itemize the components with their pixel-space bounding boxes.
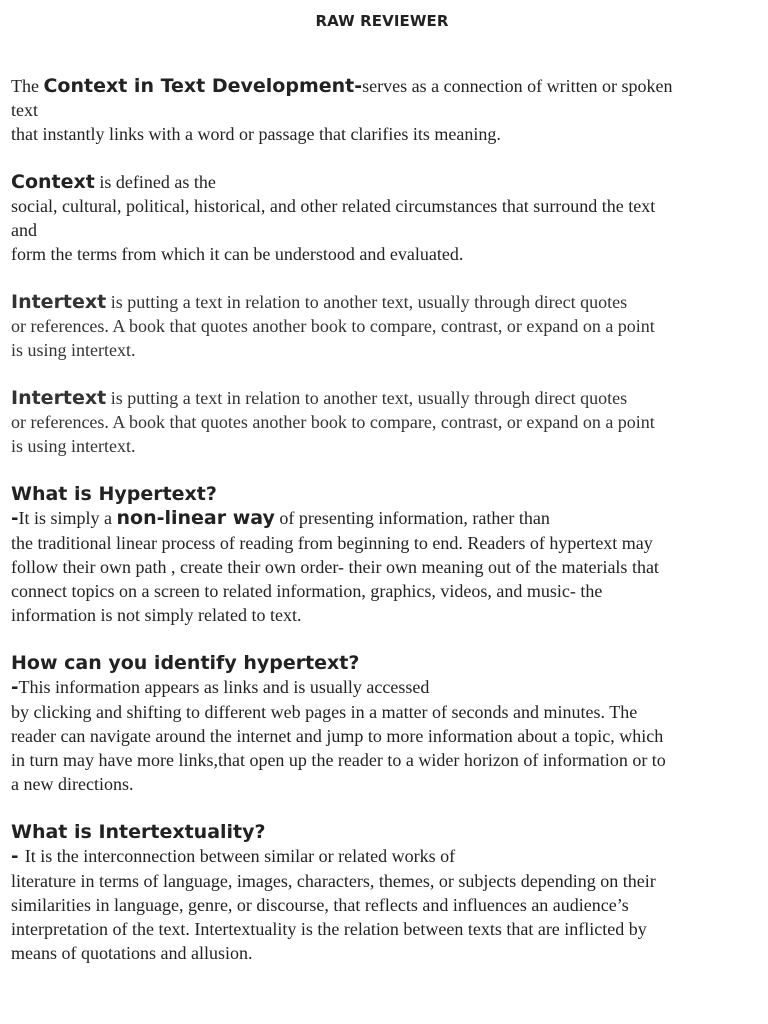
term-non-linear-way: non-linear way bbox=[116, 507, 275, 529]
term-context: Context bbox=[11, 171, 95, 193]
context-paragraph: Context is defined as the social, cultural, political, historical, and other related circumstances that surround the text and form the terms from which it can be understood and evaluated. bbox=[11, 171, 656, 264]
term-intertext: Intertext bbox=[11, 291, 107, 313]
term-context-in-text-development: Context in Text Development- bbox=[43, 75, 363, 97]
intertext-paragraph: Intertext is putting a text in relation to another text, usually through direct quotes or references. A book that quotes another book to compare, contrast, or expand on a point is using intertext. bbox=[11, 291, 655, 360]
hypertext-heading: What is Hypertext? bbox=[11, 483, 217, 505]
term-intertext: Intertext bbox=[11, 387, 107, 409]
identify-hypertext-heading: How can you identify hypertext? bbox=[11, 652, 360, 674]
intertext-paragraph-repeat: Intertext is putting a text in relation to another text, usually through direct quotes or references. A book that quotes another book to compare, contrast, or expand on a point is using intertext. bbox=[11, 387, 655, 456]
document-page bbox=[11, 12, 743, 989]
identify-hypertext-section: How can you identify hypertext? -This information appears as links and is usually accessed by clicking and shifting to different web pages in a matter of seconds and minutes. The reader can navigate around the internet and jump to more information about a topic, which in turn may have more links,that open up the reader to a wider horizon of information or to a new directions. bbox=[11, 651, 743, 796]
context-in-text-development-paragraph: The Context in Text Development-serves as a connection of written or spoken text that instantly links with a word or passage that clarifies its meaning. bbox=[11, 75, 673, 144]
intertextuality-section: What is Intertextuality? - It is the interconnection between similar or related works of literature in terms of language, images, characters, themes, or subjects depending on their similarities in language, genre, or discourse, that reflects and influences an audience’s interpretation of the text. Intertextuality is the relation between texts that are inflicted by means of quotations and allusion. bbox=[11, 820, 743, 965]
document-title: RAW REVIEWER bbox=[315, 12, 449, 30]
hypertext-section: What is Hypertext? -It is simply a non-linear way of presenting information, rather than the traditional linear process of reading from beginning to end. Readers of hypertext may follow their own path , create their own order- their own meaning out of the materials that connect topics on a screen to related information, graphics, videos, and music- the information is not simply related to text. bbox=[11, 482, 743, 627]
intertextuality-heading: What is Intertextuality? bbox=[11, 821, 266, 843]
